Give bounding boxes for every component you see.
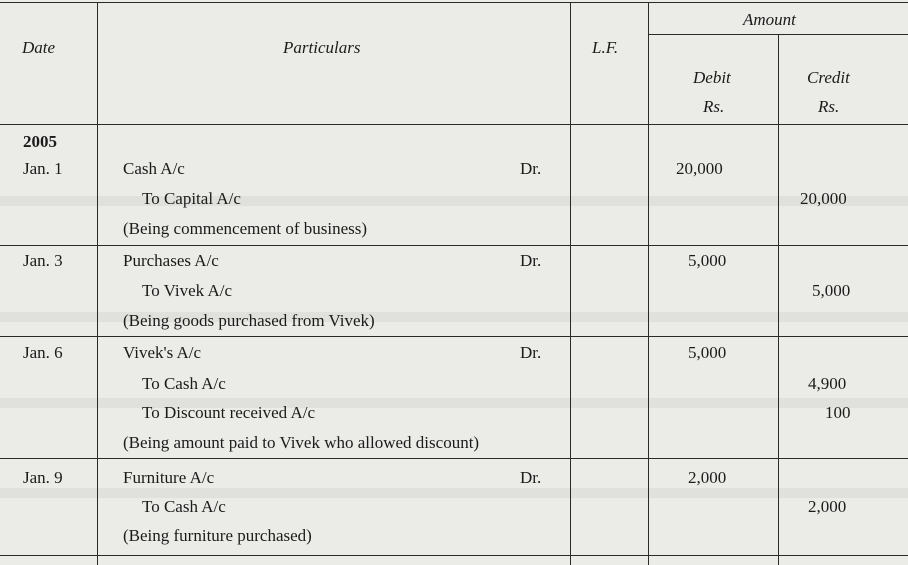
header-credit-unit: Rs. <box>818 97 840 116</box>
header-credit: Credit <box>807 68 850 87</box>
credit-account: To Capital A/c <box>142 189 241 208</box>
entry-rule <box>0 458 908 459</box>
credit-amount: 4,900 <box>808 374 847 393</box>
entry-date: Jan. 3 <box>23 251 63 270</box>
header-debit-unit: Rs. <box>703 97 725 116</box>
debit-amount: 20,000 <box>676 159 723 178</box>
debit-col-rule <box>778 34 779 565</box>
credit-amount: 2,000 <box>808 497 847 516</box>
debit-amount: 5,000 <box>688 251 727 270</box>
bleed-through <box>0 196 908 206</box>
dr-marker: Dr. <box>520 343 542 362</box>
entry-date: Jan. 1 <box>23 159 63 178</box>
credit-amount: 5,000 <box>812 281 851 300</box>
header-rule <box>0 124 908 125</box>
debit-amount: 2,000 <box>688 468 727 487</box>
header-debit: Debit <box>693 68 731 87</box>
narration: (Being furniture purchased) <box>123 526 312 545</box>
narration: (Being commencement of business) <box>123 219 368 238</box>
credit-amount: 20,000 <box>800 189 847 208</box>
header-amount: Amount <box>743 10 796 29</box>
entry-date: Jan. 9 <box>23 468 63 487</box>
dr-marker: Dr. <box>520 468 542 487</box>
entry-date: Jan. 6 <box>23 343 63 362</box>
credit-account: To Vivek A/c <box>142 281 233 300</box>
lf-col-rule <box>648 2 649 565</box>
debit-account: Furniture A/c <box>123 468 215 487</box>
narration: (Being amount paid to Vivek who allowed discount) <box>123 433 480 452</box>
debit-account: Vivek's A/c <box>123 343 202 362</box>
top-rule <box>0 2 908 3</box>
debit-account: Purchases A/c <box>123 251 219 270</box>
dr-marker: Dr. <box>520 159 542 178</box>
debit-amount: 5,000 <box>688 343 727 362</box>
year-label: 2005 <box>23 132 57 151</box>
credit-account: To Discount received A/c <box>142 403 316 422</box>
bleed-through <box>0 488 908 498</box>
bottom-rule <box>0 555 908 556</box>
header-particulars: Particulars <box>283 38 361 57</box>
entry-rule <box>0 336 908 337</box>
credit-amount: 100 <box>825 403 851 422</box>
credit-account: To Cash A/c <box>142 374 226 393</box>
date-col-rule <box>97 2 98 565</box>
header-date: Date <box>22 38 56 57</box>
header-lf: L.F. <box>592 38 619 57</box>
credit-account: To Cash A/c <box>142 497 226 516</box>
entry-rule <box>0 245 908 246</box>
narration: (Being goods purchased from Vivek) <box>123 311 375 330</box>
dr-marker: Dr. <box>520 251 542 270</box>
debit-account: Cash A/c <box>123 159 185 178</box>
bleed-through <box>0 398 908 408</box>
particulars-col-rule <box>570 2 571 565</box>
